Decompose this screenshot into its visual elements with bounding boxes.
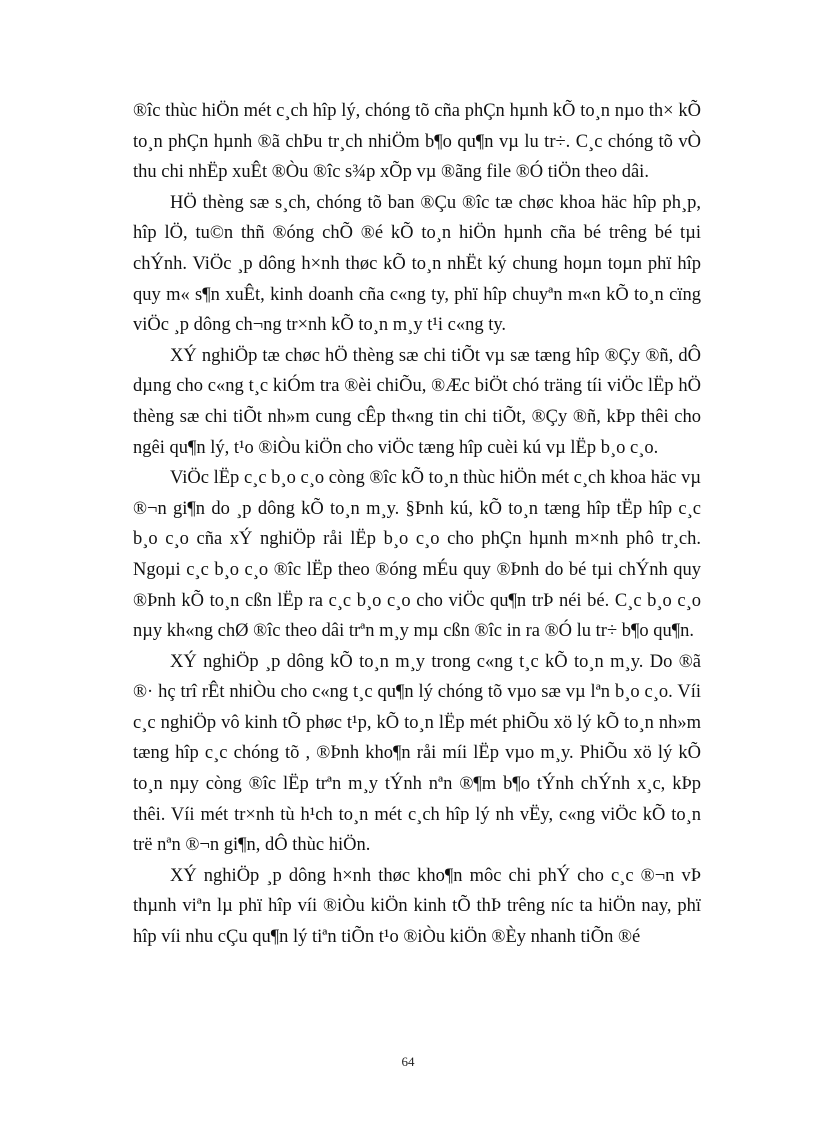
paragraph: XÝ nghiÖp ¸p dông kÕ to¸n m¸y trong c«ng t¸c kÕ to¸n m¸y. Do ®ã ®· hç trî rÊt nhiÒu cho c«ng t¸c qu¶n lý chóng tõ vµo sæ vµ lªn b¸o c¸o. Víi c¸c nghiÖp vô kinh tÕ phøc t¹p, kÕ to¸n lËp mét phiÕu xö lý kÕ to¸n nh»m tæng hîp c¸c chóng tõ , ®Þnh kho¶n råi míi lËp vµo m¸y. PhiÕu xö lý kÕ to¸n nµy còng ®îc lËp trªn m¸y tÝnh nªn ®¶m b¶o tÝnh chÝnh x¸c, kÞp thêi. Víi mét tr×nh tù h¹ch to¸n mét c¸ch hîp lý nh vËy, c«ng viÖc kÕ to¸n trë nªn ®¬n gi¶n, dÔ thùc hiÖn. <box>133 651 701 856</box>
paragraph: HÖ thèng sæ s¸ch, chóng tõ ban ®Çu ®îc tæ chøc khoa häc hîp ph¸p, hîp lÖ, tu©n thñ ®óng chÕ ®é kÕ to¸n hiÖn hµnh cña bé trêng bé tµi chÝnh. ViÖc ¸p dông h×nh thøc kÕ to¸n nhËt ký chung hoµn toµn phï hîp quy m« s¶n xuÊt, kinh doanh cña c«ng ty, phï hîp chuyªn m«n kÕ to¸n cïng viÖc ¸p dông ch¬ng tr×nh kÕ to¸n m¸y t¹i c«ng ty. <box>133 192 701 336</box>
paragraph: XÝ nghiÖp ¸p dông h×nh thøc kho¶n môc chi phÝ cho c¸c ®¬n vÞ thµnh viªn lµ phï hîp víi ®iÒu kiÖn kinh tÕ thÞ trêng níc ta hiÖn nay, phï hîp víi nhu cÇu qu¶n lý tiªn tiÕn t¹o ®iÒu kiÖn ®Èy nhanh tiÕn ®é <box>133 865 701 948</box>
page-number: 64 <box>401 1054 415 1069</box>
body-text <box>133 96 701 953</box>
paragraph: XÝ nghiÖp tæ chøc hÖ thèng sæ chi tiÕt vµ sæ tæng hîp ®Çy ®ñ, dÔ dµng cho c«ng t¸c kiÓm tra ®èi chiÕu, ®Æc biÖt chó träng tíi viÖc lËp hÖ thèng sæ chi tiÕt nh»m cung cÊp th«ng tin chi tiÕt, ®Çy ®ñ, kÞp thêi cho ngêi qu¶n lý, t¹o ®iÒu kiÖn cho viÖc tæng hîp cuèi kú vµ lËp b¸o c¸o. <box>133 345 701 458</box>
paragraph: ®îc thùc hiÖn mét c¸ch hîp lý, chóng tõ cña phÇn hµnh kÕ to¸n nµo th× kÕ to¸n phÇn hµnh ®ã chÞu tr¸ch nhiÖm b¶o qu¶n vµ lu tr÷. C¸c chóng tõ vÒ thu chi nhËp xuÊt ®Òu ®îc s¾p xÕp vµ ®ãng file ®Ó tiÖn theo dâi. <box>133 101 701 183</box>
paragraph: ViÖc lËp c¸c b¸o c¸o còng ®îc kÕ to¸n thùc hiÖn mét c¸ch khoa häc vµ ®¬n gi¶n do ¸p dông kÕ to¸n m¸y. §Þnh kú, kÕ to¸n tæng hîp tËp hîp c¸c b¸o c¸o cña xÝ nghiÖp råi lËp b¸o c¸o cho phÇn hµnh m×nh phô tr¸ch. Ngoµi c¸c b¸o c¸o ®îc lËp theo ®óng mÉu quy ®Þnh do bé tµi chÝnh quy ®Þnh kÕ to¸n cßn lËp ra c¸c b¸o c¸o cho viÖc qu¶n trÞ néi bé. C¸c b¸o c¸o nµy kh«ng chØ ®îc theo dâi trªn m¸y mµ cßn ®îc in ra ®Ó lu tr÷ b¶o qu¶n. <box>133 468 701 642</box>
